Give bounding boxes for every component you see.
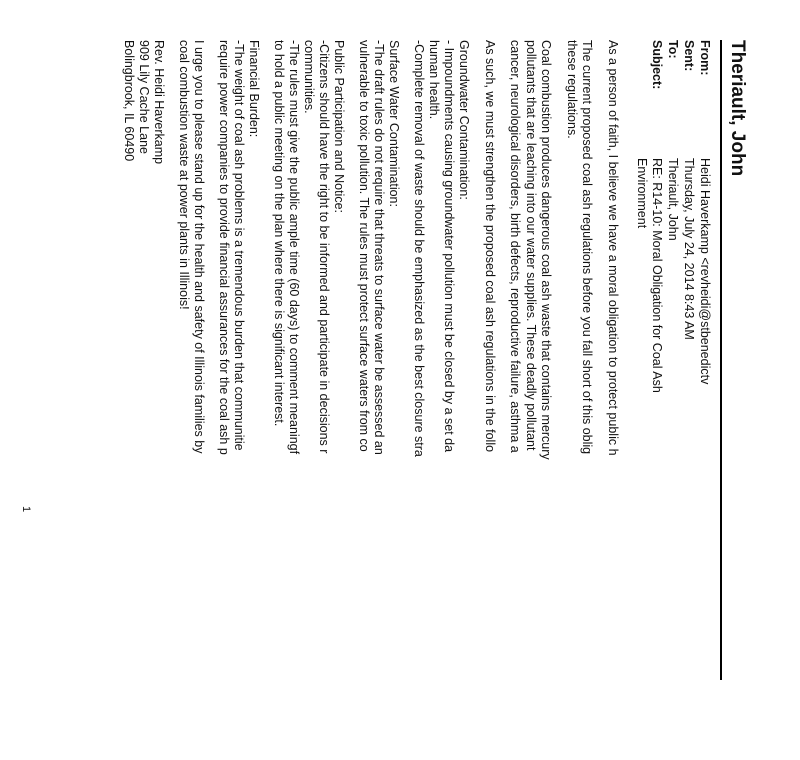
closing-line: I urge you to please stand up for the health and safety of Illinois families by	[192, 40, 207, 454]
paragraph-line: As such, we must strengthen the proposed coal ash regulations in the follo	[483, 40, 497, 453]
paragraph-line: pollutants that are leaching into our water supplies. These deadly pollutant	[524, 40, 538, 451]
subject-value	[634, 158, 664, 760]
subject-line-2: Environment	[635, 158, 649, 229]
paragraph-line: Coal combustion produces dangerous coal ash waste that contains mercury	[539, 40, 554, 460]
signature-city: Bolingbrook, IL 60490	[122, 40, 137, 162]
section-surface-water	[357, 40, 402, 760]
section-public-participation	[272, 40, 347, 760]
section-line: human health.	[427, 40, 442, 120]
section-line: -Complete removal of waste should be emphasized as the best closure stra	[412, 40, 427, 457]
paragraph-coal-combustion	[507, 40, 554, 760]
page-number: 1	[20, 506, 32, 513]
to-label: To:	[666, 40, 680, 59]
section-line: -The rules must give the public ample time (60 days) to comment meaningf	[287, 40, 302, 455]
section-title: Groundwater Contamination:	[457, 40, 472, 200]
subject-label: Subject:	[650, 40, 664, 90]
section-line: -The weight of coal ash problems is a tremendous burden that communitie	[232, 40, 247, 451]
heading-rule	[720, 40, 722, 680]
email-header	[634, 40, 712, 760]
section-title: Public Participation and Notice:	[332, 40, 347, 214]
section-line: -Citizens should have the right to be informed and participate in decisions r	[317, 40, 332, 454]
paragraph-regulations	[564, 40, 595, 760]
section-line: require power companies to provide financial assurances for the coal ash p	[217, 40, 232, 455]
intro-paragraph: As a person of faith, I believe we have a moral obligation to protect public h	[606, 40, 620, 456]
signature-street: 909 Lily Cache Lane	[137, 40, 152, 154]
section-line: -The draft rules do not require that threats to surface water be assessed an	[372, 40, 387, 455]
closing-paragraph	[177, 40, 207, 760]
paragraph-line: these regulations.	[565, 40, 579, 139]
section-line: to hold a public meeting on the plan where there is significant interest.	[272, 40, 287, 427]
paragraph-line: cancer, neurological disorders, birth defects, reproductive failure, asthma a	[508, 40, 523, 453]
section-line: vulnerable to toxic pollution. The rules must protect surface waters from co	[357, 40, 372, 452]
section-groundwater	[412, 40, 472, 760]
section-financial-burden	[217, 40, 262, 760]
paragraph-strengthen	[482, 40, 498, 760]
subject-line-1: RE: R14-10: Moral Obligation for Coal Ash	[650, 158, 664, 393]
sender-name-heading: Theriault, John	[727, 40, 748, 177]
sent-value: Thursday, July 24, 2014 8:43 AM	[682, 158, 696, 340]
section-line: - Impoundments causing groundwater pollution must be closed by a set da	[442, 40, 457, 453]
signature-name: Rev. Heidi Haverkamp	[152, 40, 167, 165]
sent-label: Sent:	[682, 40, 696, 72]
letter-content	[122, 40, 749, 760]
section-line: communities.	[302, 40, 317, 114]
closing-line: coal combustion waste at power plants in Illinois!	[177, 40, 192, 310]
to-value: Theriault, John	[666, 158, 680, 241]
paragraph-line: The current proposed coal ash regulations before you fall short of this oblig	[580, 40, 595, 455]
from-label: From:	[698, 40, 712, 76]
section-title: Surface Water Contamination:	[387, 40, 402, 207]
from-value: Heidi Haverkamp <revheidi@stbenedictv	[698, 158, 712, 385]
section-title: Financial Burden:	[247, 40, 262, 138]
signature-block	[122, 40, 167, 760]
